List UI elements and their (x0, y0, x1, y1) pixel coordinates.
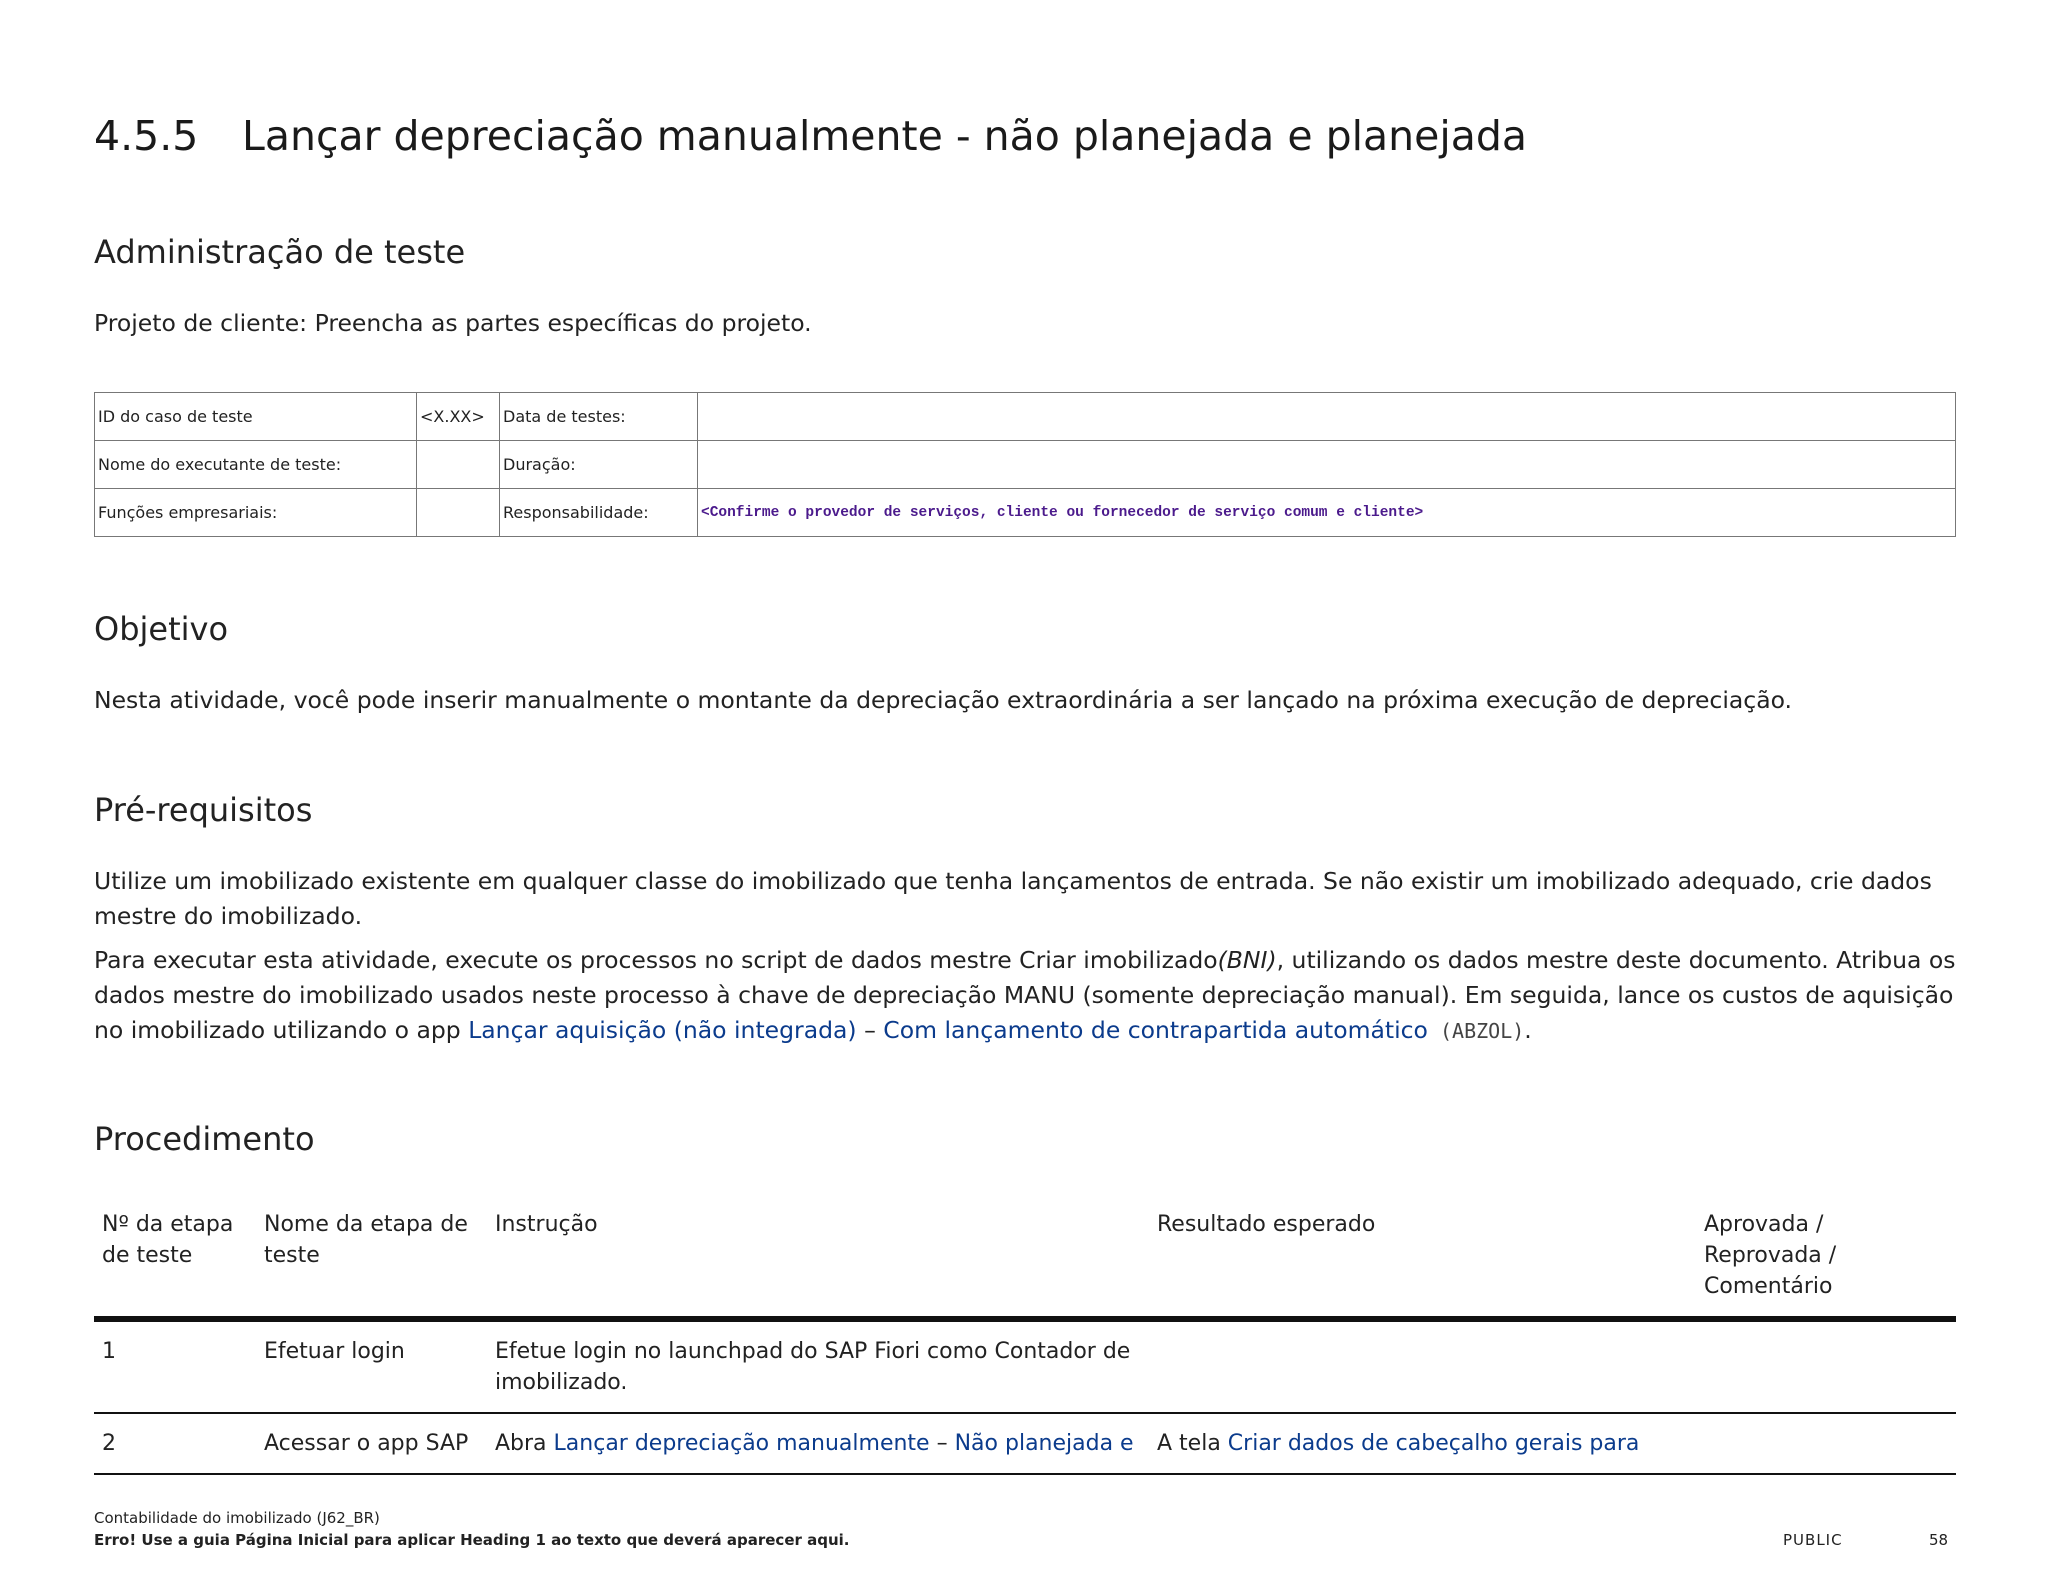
prereq-text: Para executar esta atividade, execute os processos no script de dados mestre Criar imobilizado (94, 946, 1218, 974)
value-tester-name (417, 441, 500, 489)
step-comment (1696, 1413, 1956, 1474)
table-row (94, 1413, 1956, 1474)
label-responsibility: Responsabilidade: (500, 489, 698, 537)
value-test-date (698, 393, 1956, 441)
step-name: Efetuar login (256, 1319, 487, 1413)
step-number: 1 (94, 1319, 256, 1413)
link-automatic-offsetting[interactable]: Com lançamento de contrapartida automático (883, 1016, 1428, 1044)
step-comment (1696, 1319, 1956, 1413)
prereq-text: , utilizando os dados mestre deste documento. Atribua os dados mestre do imobilizado usados neste processo à chave de depreciação MANU (somente depreciação manual). Em seguida, lance os custos de aquisição no imobilizado utilizando o app (94, 946, 1956, 1044)
link-post-acquisition[interactable]: Lançar aquisição (não integrada) (468, 1016, 857, 1044)
prereq-heading: Pré-requisitos (94, 791, 313, 829)
table-row (95, 489, 1956, 537)
prereq-period: . (1524, 1016, 1532, 1044)
col-instruction: Instrução (487, 1205, 1149, 1319)
label-test-case-id: ID do caso de teste (95, 393, 417, 441)
prereq-paragraph-2 (94, 943, 1974, 1049)
step-instruction (487, 1413, 1149, 1474)
table-row (95, 441, 1956, 489)
value-responsibility: <Confirme o provedor de serviços, cliente ou fornecedor de serviço comum e cliente> (698, 489, 1956, 537)
step-instruction: Efetue login no launchpad do SAP Fiori como Contador de imobilizado. (487, 1319, 1149, 1413)
footer-error-text: Erro! Use a guia Página Inicial para aplicar Heading 1 ao texto que deverá aparecer aqui. (94, 1531, 850, 1549)
prereq-paragraph-1: Utilize um imobilizado existente em qualquer classe do imobilizado que tenha lançamentos de entrada. Se não existir um imobilizado adequado, crie dados mestre do imobilizado. (94, 867, 1932, 930)
prereq-bni: (BNI) (1217, 946, 1277, 974)
procedure-header-row (94, 1205, 1956, 1319)
section-heading (94, 112, 1527, 160)
label-test-date: Data de testes: (500, 393, 698, 441)
step-number: 2 (94, 1413, 256, 1474)
label-tester-name: Nome do executante de teste: (95, 441, 417, 489)
section-title: Lançar depreciação manualmente - não planejada e planejada (242, 112, 1528, 160)
col-expected-result: Resultado esperado (1149, 1205, 1696, 1319)
section-number: 4.5.5 (94, 112, 199, 160)
step-name: Acessar o app SAP (256, 1413, 487, 1474)
procedure-table (94, 1205, 1956, 1475)
table-row (95, 393, 1956, 441)
result-text: A tela (1157, 1431, 1228, 1456)
col-pass-fail-comment: Aprovada / Reprovada / Comentário (1696, 1205, 1956, 1319)
value-test-case-id: <X.XX> (417, 393, 500, 441)
value-business-roles (417, 489, 500, 537)
instruction-text: Abra (495, 1431, 554, 1456)
link-unplanned[interactable]: Não planejada e (954, 1431, 1134, 1456)
step-expected-result (1149, 1413, 1696, 1474)
admin-heading: Administração de teste (94, 233, 466, 271)
objective-heading: Objetivo (94, 610, 229, 648)
test-admin-table (94, 392, 1956, 537)
admin-intro: Projeto de cliente: Preencha as partes específicas do projeto. (94, 309, 812, 337)
procedure-heading: Procedimento (94, 1120, 315, 1158)
step-expected-result (1149, 1319, 1696, 1413)
footer-page-number: 58 (1929, 1531, 1949, 1549)
col-step-number: Nº da etapa de teste (94, 1205, 256, 1319)
value-duration (698, 441, 1956, 489)
label-duration: Duração: (500, 441, 698, 489)
footer-doc-title: Contabilidade do imobilizado (J62_BR) (94, 1509, 380, 1527)
link-post-depreciation-manually[interactable]: Lançar depreciação manualmente (553, 1431, 930, 1456)
objective-text: Nesta atividade, você pode inserir manualmente o montante da depreciação extraordinária a ser lançado na próxima execução de depreciação. (94, 686, 1793, 714)
col-step-name: Nome da etapa de teste (256, 1205, 487, 1319)
transaction-code: (ABZOL) (1427, 1019, 1525, 1043)
prereq-dash: – (856, 1016, 884, 1044)
link-create-header-data[interactable]: Criar dados de cabeçalho gerais para (1227, 1431, 1640, 1456)
table-row (94, 1319, 1956, 1413)
label-business-roles: Funções empresariais: (95, 489, 417, 537)
footer-classification: PUBLIC (1783, 1531, 1843, 1549)
instruction-dash: – (929, 1431, 955, 1456)
